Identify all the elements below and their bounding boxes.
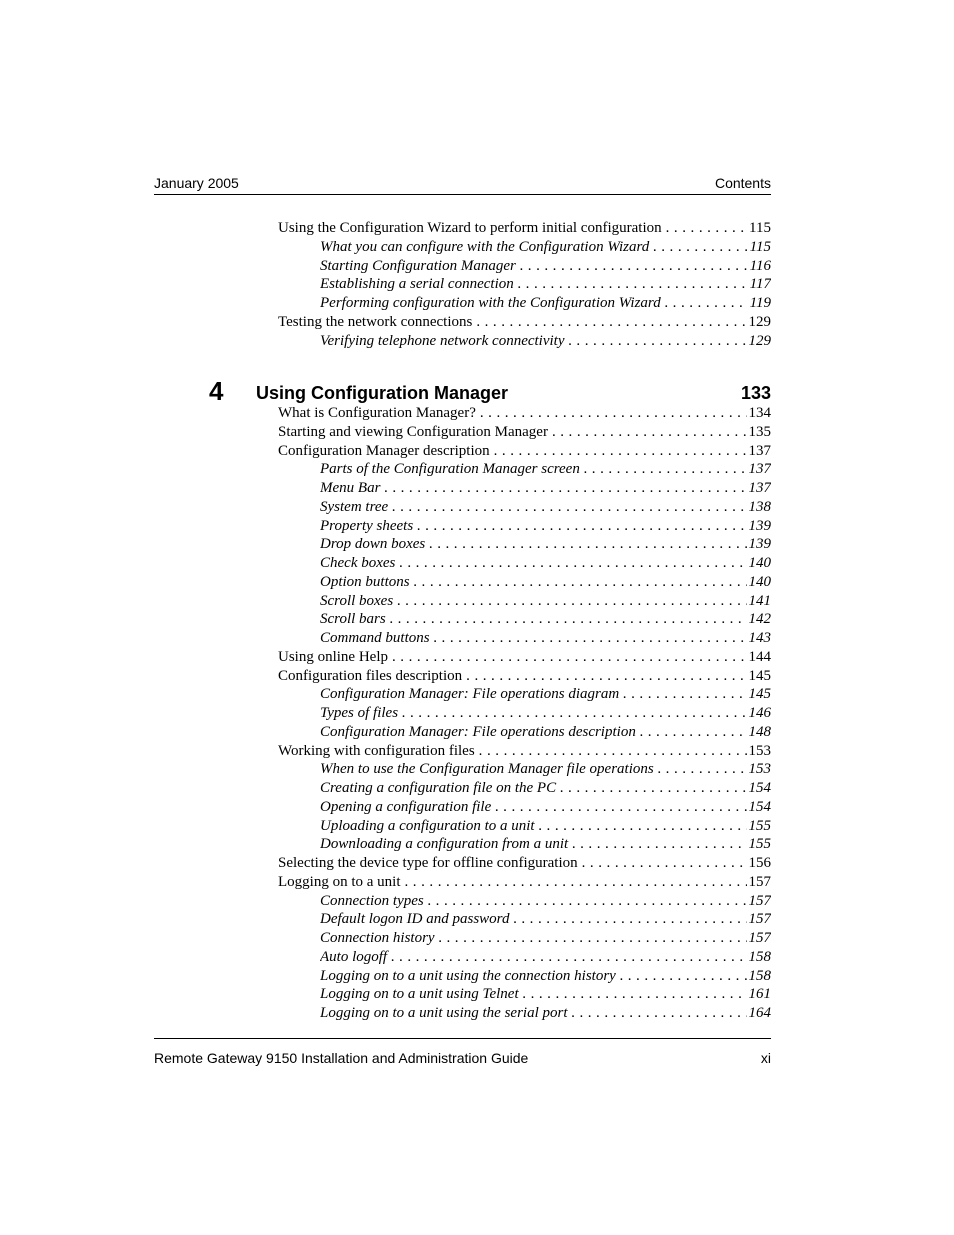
dot-leader — [393, 592, 747, 611]
dot-leader — [509, 910, 747, 929]
toc-entry-page: 137 — [748, 480, 771, 496]
toc-entry-title: Default logon ID and password — [320, 911, 510, 928]
toc-entry[interactable] — [278, 219, 771, 238]
dot-leader — [475, 742, 747, 761]
toc-entry-page: 138 — [748, 498, 771, 515]
toc-entry-page: 143 — [748, 630, 771, 646]
toc-entry-page: 137 — [748, 461, 771, 478]
toc-subentry[interactable] — [320, 629, 771, 648]
dot-leader — [425, 535, 747, 554]
toc-entry-page: 117 — [749, 276, 771, 293]
toc-entry-title: Scroll boxes — [320, 592, 394, 609]
toc-entry-title: Menu Bar — [320, 480, 381, 496]
toc-subentry[interactable] — [320, 685, 771, 704]
toc-entry-page: 145 — [748, 686, 771, 703]
dot-leader — [514, 275, 747, 294]
toc-subentry[interactable] — [320, 460, 771, 479]
dot-leader — [619, 685, 747, 704]
toc-subentry[interactable] — [320, 798, 771, 817]
toc-entry-page: 153 — [748, 742, 771, 759]
page-header — [154, 174, 771, 192]
toc-entry-title: Drop down boxes — [320, 536, 426, 553]
toc-entry-page: 161 — [748, 986, 771, 1003]
toc-entry-title: Parts of the Configuration Manager screen — [320, 461, 580, 478]
toc-entry-page: 158 — [748, 967, 771, 984]
toc-entry-title: Using the Configuration Wizard to perform initial configuration — [278, 220, 662, 236]
toc-entry-title: Selecting the device type for offline configuration — [278, 855, 578, 871]
toc-entry-page: 137 — [748, 442, 771, 459]
toc-entry-page: 164 — [748, 1005, 771, 1021]
dot-leader — [662, 219, 747, 238]
toc-subentry[interactable] — [320, 910, 771, 929]
toc-subentry[interactable] — [320, 573, 771, 592]
header-section: Contents — [714, 175, 771, 191]
toc-entry-page: 157 — [748, 930, 771, 946]
dot-leader — [388, 498, 747, 517]
toc-subentry[interactable] — [320, 610, 771, 629]
toc-subentry[interactable] — [320, 892, 771, 911]
chapter-page: 133 — [740, 383, 771, 403]
dot-leader — [516, 257, 747, 276]
toc-subentry[interactable] — [320, 929, 771, 948]
dot-leader — [636, 723, 747, 742]
toc-entry-title: Auto logoff — [320, 948, 388, 965]
chapter-heading[interactable] — [256, 382, 771, 404]
toc-entry-title: Connection types — [320, 892, 424, 909]
toc-entry-page: 146 — [748, 705, 771, 721]
toc-entry[interactable] — [278, 313, 771, 332]
toc-subentry[interactable] — [320, 479, 771, 498]
toc-entry-page: 140 — [748, 555, 771, 571]
dot-leader — [430, 629, 747, 648]
footer-guide-title: Remote Gateway 9150 Installation and Administration Guide — [154, 1050, 529, 1066]
toc-subentry[interactable] — [320, 238, 771, 257]
toc-subentry[interactable] — [320, 779, 771, 798]
dot-leader — [535, 817, 747, 836]
toc-entry-title: Types of files — [320, 705, 399, 721]
toc-subentry[interactable] — [320, 275, 771, 294]
dot-leader — [556, 779, 747, 798]
toc-entry-title: Connection history — [320, 930, 435, 946]
toc-subentry[interactable] — [320, 948, 771, 967]
toc-subentry[interactable] — [320, 257, 771, 276]
toc-subentry[interactable] — [320, 760, 771, 779]
dot-leader — [649, 238, 747, 257]
toc-entry[interactable] — [278, 742, 771, 761]
toc-entry-page: 155 — [748, 836, 771, 853]
toc-subentry[interactable] — [320, 517, 771, 536]
toc-entry-title: Command buttons — [320, 630, 430, 646]
toc-entry-page: 115 — [749, 220, 771, 236]
dot-leader — [388, 648, 747, 667]
toc-entry-page: 134 — [748, 405, 771, 421]
toc-entry-page: 129 — [748, 332, 771, 349]
footer-page-number: xi — [760, 1050, 771, 1066]
toc-entry-title: Uploading a configuration to a unit — [320, 817, 535, 834]
toc-entry-title: Logging on to a unit using Telnet — [320, 986, 519, 1003]
dot-leader — [410, 573, 747, 592]
toc-entry-title: Establishing a serial connection — [320, 276, 514, 293]
toc-subentry[interactable] — [320, 817, 771, 836]
dot-leader — [578, 854, 747, 873]
toc-entry-title: Verifying telephone network connectivity — [320, 332, 565, 349]
dot-leader — [413, 517, 747, 536]
chapter-title: Using Configuration Manager — [256, 383, 508, 403]
toc-entry-page: 154 — [748, 780, 771, 796]
toc-entry-page: 129 — [748, 313, 771, 330]
toc-entry-title: Scroll bars — [320, 611, 386, 628]
toc-entry-page: 140 — [748, 573, 771, 590]
toc-entry-page: 155 — [748, 817, 771, 834]
toc-entry-page: 115 — [749, 238, 771, 255]
toc-entry-page: 145 — [748, 667, 771, 684]
toc-subentry[interactable] — [320, 985, 771, 1004]
toc-entry-page: 157 — [748, 911, 771, 928]
dot-leader — [654, 760, 747, 779]
dot-leader — [387, 948, 747, 967]
toc-entry-title: Working with configuration files — [278, 742, 475, 759]
toc-entry-title: Configuration Manager: File operations description — [320, 723, 636, 740]
footer-rule — [154, 1038, 771, 1039]
header-date: January 2005 — [154, 175, 239, 191]
page-footer — [154, 1049, 771, 1067]
toc-entry-title: Testing the network connections — [278, 313, 473, 330]
toc-entry-page: 142 — [748, 611, 771, 628]
toc-subentry[interactable] — [320, 835, 771, 854]
toc-entry-title: Property sheets — [320, 517, 414, 534]
toc-entry-page: 139 — [748, 517, 771, 534]
toc-subentry[interactable] — [320, 704, 771, 723]
dot-leader — [435, 929, 747, 948]
toc-entry-title: Logging on to a unit using the connection history — [320, 967, 616, 984]
dot-leader — [548, 423, 747, 442]
toc-entry[interactable] — [278, 854, 771, 873]
toc-entry[interactable] — [278, 442, 771, 461]
toc-entry-page: 154 — [748, 798, 771, 815]
toc-subentry[interactable] — [320, 294, 771, 313]
toc-subentry[interactable] — [320, 592, 771, 611]
dot-leader — [491, 798, 747, 817]
dot-leader — [565, 332, 748, 351]
toc-entry-page: 119 — [749, 295, 771, 311]
toc-entry-title: Creating a configuration file on the PC — [320, 780, 557, 796]
dot-leader — [476, 404, 747, 423]
dot-leader — [424, 892, 747, 911]
toc-entry-page: 148 — [748, 723, 771, 740]
toc-entry-title: When to use the Configuration Manager file operations — [320, 761, 654, 778]
toc-entry-title: Configuration Manager: File operations diagram — [320, 686, 620, 703]
toc-entry-title: Performing configuration with the Configuration Wizard — [320, 295, 661, 311]
dot-leader — [395, 554, 747, 573]
toc-entry[interactable] — [278, 404, 771, 423]
dot-leader — [490, 442, 747, 461]
toc-entry-page: 141 — [748, 592, 771, 609]
toc-entry-title: What is Configuration Manager? — [278, 405, 476, 421]
toc-entry[interactable] — [278, 423, 771, 442]
toc-entry-title: What you can configure with the Configuration Wizard — [320, 238, 650, 255]
toc-entry-title: Starting Configuration Manager — [320, 257, 516, 274]
toc-entry[interactable] — [278, 648, 771, 667]
toc-entry-title: System tree — [320, 498, 389, 515]
toc-subentry[interactable] — [320, 498, 771, 517]
toc-entry-title: Starting and viewing Configuration Manager — [278, 423, 548, 440]
toc-entry-page: 116 — [749, 257, 771, 274]
toc-entry-page: 158 — [748, 948, 771, 965]
toc-entry[interactable] — [278, 667, 771, 686]
toc-entry-page: 153 — [748, 761, 771, 778]
toc-entry-page: 156 — [748, 855, 771, 871]
toc-entry-page: 144 — [748, 648, 771, 665]
toc-entry-page: 135 — [748, 423, 771, 440]
toc-subentry[interactable] — [320, 967, 771, 986]
toc-entry-title: Check boxes — [320, 555, 396, 571]
dot-leader — [661, 294, 747, 313]
toc-subentry[interactable] — [320, 554, 771, 573]
dot-leader — [568, 835, 747, 854]
toc-entry-title: Logging on to a unit — [278, 873, 401, 890]
toc-subentry[interactable] — [320, 332, 771, 351]
header-rule — [154, 194, 771, 195]
toc-entry-title: Opening a configuration file — [320, 798, 492, 815]
dot-leader — [398, 704, 747, 723]
toc-entry-title: Configuration Manager description — [278, 442, 490, 459]
toc-entry-title: Option buttons — [320, 573, 410, 590]
toc-entry-title: Using online Help — [278, 648, 388, 665]
dot-leader — [401, 873, 748, 892]
toc-subentry[interactable] — [320, 535, 771, 554]
toc-entry-page: 157 — [748, 892, 771, 909]
dot-leader — [519, 985, 747, 1004]
dot-leader — [380, 479, 747, 498]
dot-leader — [568, 1004, 747, 1023]
toc-entry-page: 139 — [748, 536, 771, 553]
toc-entry[interactable] — [278, 873, 771, 892]
toc-entry-title: Configuration files description — [278, 667, 463, 684]
toc-subentry[interactable] — [320, 1004, 771, 1023]
dot-leader — [580, 460, 747, 479]
dot-leader — [616, 967, 747, 986]
toc-subentry[interactable] — [320, 723, 771, 742]
toc-entry-page: 157 — [748, 873, 771, 890]
toc-entry-title: Logging on to a unit using the serial port — [320, 1005, 568, 1021]
dot-leader — [386, 610, 747, 629]
dot-leader — [472, 313, 747, 332]
chapter-number: 4 — [209, 376, 224, 406]
toc-entry-title: Downloading a configuration from a unit — [320, 836, 569, 853]
dot-leader — [462, 667, 747, 686]
